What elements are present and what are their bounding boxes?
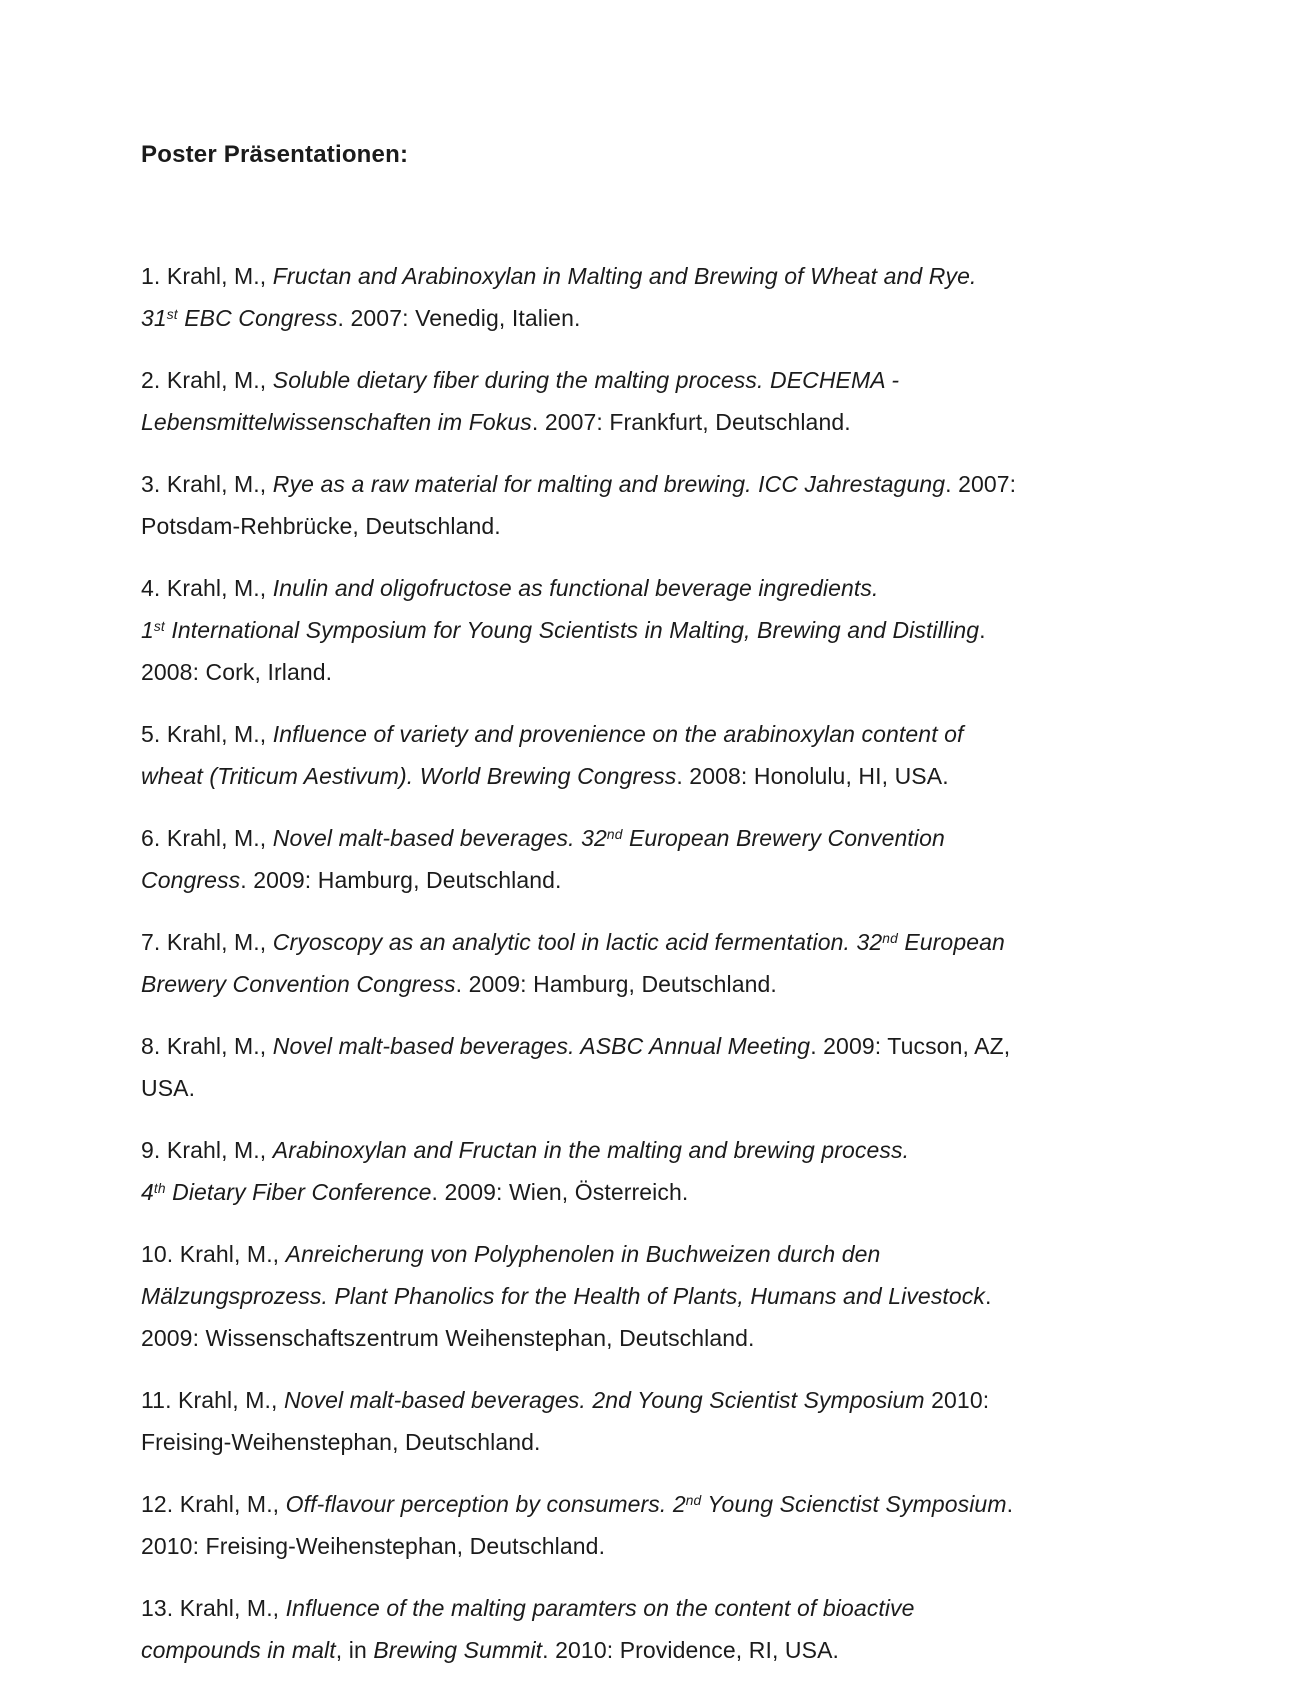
presentation-entry — [141, 567, 1186, 693]
presentation-entry — [141, 1379, 1186, 1463]
entry-text-segment: 4. Krahl, M., — [141, 575, 273, 601]
entry-text-segment: . 2009: Hamburg, Deutschland. — [455, 971, 777, 997]
entry-text-segment: . 2007: — [945, 471, 1017, 497]
entry-text-segment: Cryoscopy as an analytic tool in lactic acid fermentation. 32 — [272, 929, 883, 955]
entry-text-segment: 9. Krahl, M., — [141, 1137, 273, 1163]
entry-text-segment: wheat (Triticum Aestivum). World Brewing Congress — [141, 763, 677, 789]
entry-text-segment: Arabinoxylan and Fructan in the malting and brewing process. — [272, 1137, 910, 1163]
entry-text-segment: . — [1006, 1491, 1014, 1517]
entry-text-segment: 10. Krahl, M., — [141, 1241, 286, 1267]
section-heading: Poster Präsentationen: — [141, 141, 409, 168]
entry-text-segment: nd — [882, 931, 898, 947]
entry-text-segment: st — [166, 307, 178, 323]
entry-text-segment: 1. Krahl, M., — [141, 263, 273, 289]
entry-text-segment: Dietary Fiber Conference — [165, 1179, 432, 1205]
presentation-entry — [141, 359, 1186, 443]
presentation-entry — [141, 1587, 1186, 1671]
entry-text-segment: 11. Krahl, M., — [141, 1387, 284, 1413]
entry-text-segment: Brewery Convention Congress — [141, 971, 456, 997]
entry-text-segment: Young Scienctist Symposium — [701, 1491, 1007, 1517]
entry-text-segment: 5. Krahl, M., — [141, 721, 273, 747]
entry-text-segment: 3. Krahl, M., — [141, 471, 273, 497]
entry-text-segment: . — [985, 1283, 992, 1309]
document-content — [141, 140, 1186, 1671]
entry-text-segment: Mälzungsprozess. Plant Phanolics for the Health of Plants, Humans and Livestock — [141, 1283, 985, 1309]
entry-text-segment: . 2009: Wien, Österreich. — [431, 1179, 689, 1205]
entry-text-segment: 1 — [141, 617, 154, 643]
presentation-entry — [141, 817, 1186, 901]
entry-text-segment: Congress — [141, 867, 241, 893]
entry-text-segment: 31 — [141, 305, 167, 331]
entry-text-segment: 4 — [141, 1179, 154, 1205]
presentation-entry — [141, 921, 1186, 1005]
entry-text-segment: European Brewery Convention — [622, 825, 945, 851]
entry-text-segment: European — [897, 929, 1005, 955]
entry-text-segment: Soluble dietary fiber during the malting process. DECHEMA - — [272, 367, 900, 393]
entry-text-segment: Inulin and oligofructose as functional beverage ingredients. — [272, 575, 879, 601]
entry-text-segment: Anreicherung von Polyphenolen in Buchweizen durch den — [285, 1241, 881, 1267]
entry-text-segment: 2009: Wissenschaftszentrum Weihenstephan, Deutschland. — [141, 1325, 755, 1351]
entry-text-segment: st — [153, 619, 165, 635]
entry-text-segment: Fructan and Arabinoxylan in Malting and Brewing of Wheat and Rye. — [272, 263, 977, 289]
entry-text-segment: . 2009: Tucson, AZ, — [810, 1033, 1011, 1059]
entry-text-segment: Lebensmittelwissenschaften im Fokus — [141, 409, 532, 435]
entry-text-segment: th — [153, 1181, 166, 1197]
entry-text-segment: USA. — [141, 1075, 196, 1101]
entry-text-segment: 2010: — [924, 1387, 990, 1413]
entry-text-segment: . 2010: Providence, RI, USA. — [542, 1637, 840, 1663]
entry-text-segment: EBC Congress — [177, 305, 338, 331]
entry-text-segment: , in — [335, 1637, 374, 1663]
entry-text-segment: 2010: Freising-Weihenstephan, Deutschland. — [141, 1533, 606, 1559]
presentation-entry — [141, 1233, 1186, 1359]
presentation-entry — [141, 713, 1186, 797]
entry-text-segment: International Symposium for Young Scientists in Malting, Brewing and Distilling — [164, 617, 980, 643]
entry-text-segment: 6. Krahl, M., — [141, 825, 273, 851]
entry-text-segment: Rye as a raw material for malting and brewing. ICC Jahrestagung — [272, 471, 946, 497]
entry-text-segment: 7. Krahl, M., — [141, 929, 273, 955]
entry-text-segment: Brewing Summit — [373, 1637, 543, 1663]
presentation-entry — [141, 1483, 1186, 1567]
entry-text-segment: . — [979, 617, 986, 643]
presentation-list — [141, 255, 1186, 1671]
entry-text-segment: Off-flavour perception by consumers. 2 — [285, 1491, 686, 1517]
entry-text-segment: 8. Krahl, M., — [141, 1033, 273, 1059]
entry-text-segment: Novel malt-based beverages. 2nd Young Scientist Symposium — [283, 1387, 925, 1413]
entry-text-segment: nd — [606, 827, 623, 843]
entry-text-segment: compounds in malt — [141, 1637, 336, 1663]
entry-text-segment: 13. Krahl, M., — [141, 1595, 286, 1621]
entry-text-segment: nd — [685, 1493, 702, 1509]
entry-text-segment: Potsdam-Rehbrücke, Deutschland. — [141, 513, 501, 539]
entry-text-segment: 2. Krahl, M., — [141, 367, 273, 393]
entry-text-segment: Freising-Weihenstephan, Deutschland. — [141, 1429, 541, 1455]
entry-text-segment: . 2008: Honolulu, HI, USA. — [676, 763, 949, 789]
presentation-entry — [141, 255, 1186, 339]
presentation-entry — [141, 1129, 1186, 1213]
entry-text-segment: Influence of variety and provenience on the arabinoxylan content of — [272, 721, 964, 747]
entry-text-segment: 12. Krahl, M., — [141, 1491, 286, 1517]
entry-text-segment: . 2007: Venedig, Italien. — [337, 305, 581, 331]
entry-text-segment: Novel malt-based beverages. ASBC Annual Meeting — [272, 1033, 811, 1059]
entry-text-segment: . 2009: Hamburg, Deutschland. — [240, 867, 562, 893]
presentation-entry — [141, 463, 1186, 547]
entry-text-segment: 2008: Cork, Irland. — [141, 659, 333, 685]
entry-text-segment: Novel malt-based beverages. 32 — [272, 825, 607, 851]
entry-text-segment: . 2007: Frankfurt, Deutschland. — [531, 409, 851, 435]
presentation-entry — [141, 1025, 1186, 1109]
entry-text-segment: Influence of the malting paramters on the content of bioactive — [285, 1595, 915, 1621]
